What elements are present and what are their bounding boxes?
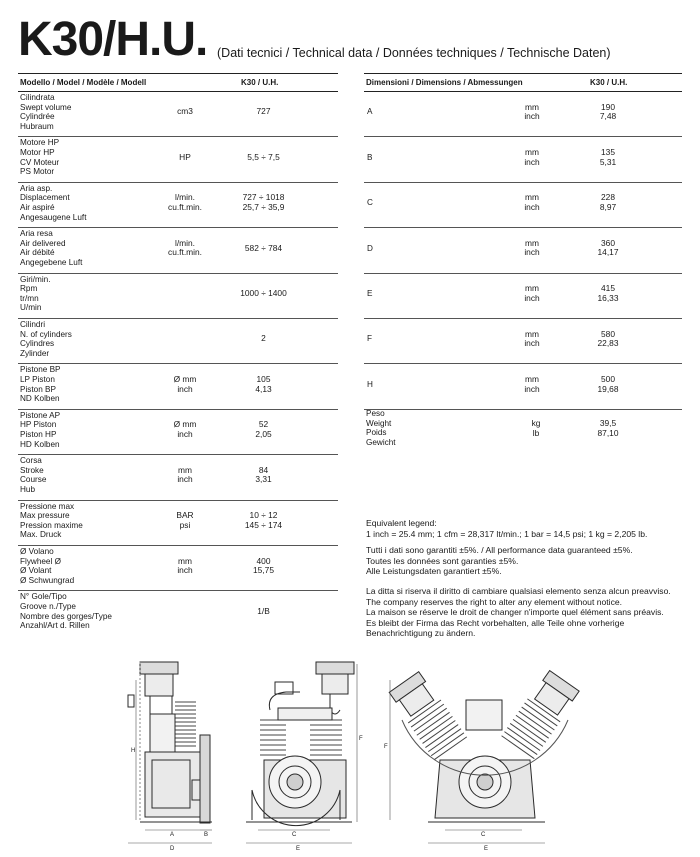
left-row-value: 1000 ÷ 1400	[240, 288, 287, 298]
angled-dim-label: C	[481, 832, 486, 838]
right-row-unit: mm inch	[524, 192, 540, 212]
left-row-unit: BAR psi	[176, 510, 194, 530]
right-header-dim: Dimensioni / Dimensions / Abmessungen	[366, 78, 523, 87]
left-row-unit: mm inch	[177, 464, 193, 485]
legend-title: Equivalent legend:	[366, 518, 437, 528]
right-row-unit: mm inch	[524, 328, 540, 349]
left-row-labels: Cilindrata Swept volume Cylindrée Hubraum	[20, 93, 72, 131]
right-row-dim: E	[367, 289, 373, 298]
right-row-unit: mm inch	[524, 237, 540, 258]
page-subtitle: (Dati tecnici / Technical data / Données techniques / Technische Daten)	[217, 46, 611, 60]
left-row-labels: Motore HP Motor HP CV Moteur PS Motor	[20, 138, 60, 177]
weight-value: 39,5 87,10	[597, 418, 619, 438]
front-view-drawing	[246, 662, 357, 843]
right-row-dim: B	[367, 152, 373, 162]
right-row-value: 135 5,31	[599, 147, 617, 167]
left-row-labels: Pressione max Max pressure Pression maxime Max. Druck	[20, 501, 83, 540]
right-row-unit: mm inch	[524, 283, 540, 303]
front-dim-label: F	[359, 736, 363, 742]
side-dim-label: H	[131, 748, 136, 754]
page-title: K30/H.U.	[18, 13, 208, 66]
left-row-value: 2	[261, 333, 266, 344]
angled-view-drawing	[388, 669, 581, 843]
right-row-dim: C	[367, 198, 373, 208]
side-view-drawing	[128, 662, 212, 843]
right-row-unit: mm inch	[524, 101, 540, 122]
left-row-labels: Pistone AP HP Piston Piston HP HD Kolben	[20, 410, 61, 449]
left-header-value: K30 / U.H.	[241, 78, 279, 87]
weight-labels: Peso Weight Poids Gewicht	[366, 409, 396, 447]
side-dim-label: A	[170, 832, 175, 838]
angled-dim-label: F	[384, 744, 388, 750]
left-row-unit: mm inch	[177, 555, 193, 576]
left-row-value: 105 4,13	[255, 374, 272, 394]
left-row-labels: N° Gole/Tipo Groove n./Type Nombre des gorges/Type Anzahl/Art d. Rillen	[20, 592, 112, 631]
legend-notice: La ditta si riserva il diritto di cambiare qualsiasi elemento senza alcun preavviso. The company reserves the right to alter any element without notice. La maison se réserve le droit de changer n'importe quel élément sans préavis. Es bleibt der Firma das Recht vorbehalten, alle Teile ohne vorherige Benachrichtigung zu ändern.	[366, 586, 671, 639]
right-row-unit: mm inch	[524, 374, 540, 394]
side-dim-label: D	[170, 846, 175, 852]
left-row-value: 84 3,31	[255, 464, 272, 485]
compressor-drawings	[0, 640, 700, 857]
left-row-labels: Aria resa Air delivered Air débité Angegebene Luft	[20, 229, 83, 267]
right-row-value: 415 16,33	[597, 283, 619, 303]
right-row-dim: D	[367, 243, 373, 253]
front-dim-label: C	[292, 832, 297, 838]
left-row-labels: Corsa Stroke Course Hub	[20, 456, 47, 494]
left-row-labels: Giri/min. Rpm tr/mn U/min	[20, 274, 51, 313]
legend-equiv: 1 inch = 25.4 mm; 1 cfm = 28,317 lt/min.; 1 bar = 14,5 psi; 1 kg = 2,205 lb.	[366, 529, 648, 539]
left-row-unit: Ø mm inch	[173, 374, 197, 394]
left-row-unit: HP	[179, 151, 191, 162]
left-row-value: 727 ÷ 1018 25,7 ÷ 35,9	[242, 192, 285, 212]
weight-unit: kg lb	[531, 418, 541, 438]
right-row-dim: H	[367, 379, 373, 389]
left-row-value: 52 2,05	[255, 419, 272, 439]
left-row-labels: Pistone BP LP Piston Piston BP ND Kolben	[20, 365, 61, 404]
legend-guarantee: Tutti i dati sono garantiti ±5%. / All performance data guaranteed ±5%. Toutes les données sont garanties ±5%. Alle Leistungsdaten garantiert ±5%.	[366, 545, 633, 577]
side-dim-label: B	[204, 832, 209, 838]
left-row-labels: Cilindri N. of cylinders Cylindres Zylinder	[20, 320, 72, 358]
right-header-value: K30 / U.H.	[590, 78, 628, 87]
right-row-value: 228 8,97	[599, 192, 617, 212]
left-row-value: 727	[256, 106, 271, 117]
left-row-value: 400 15,75	[253, 555, 274, 576]
left-row-value: 582 ÷ 784	[244, 242, 283, 253]
left-row-value: 10 ÷ 12 145 ÷ 174	[244, 510, 283, 530]
left-row-unit: cm3	[177, 106, 193, 117]
left-row-unit: Ø mm inch	[173, 419, 197, 439]
left-row-value: 1/B	[257, 605, 270, 616]
right-row-value: 580 22,83	[597, 328, 619, 349]
right-row-dim: A	[367, 107, 373, 117]
front-dim-label: E	[296, 846, 301, 852]
right-row-value: 360 14,17	[597, 237, 619, 258]
left-row-labels: Aria asp. Displacement Air aspiré Angesaugene Luft	[20, 183, 87, 222]
right-row-unit: mm inch	[524, 147, 540, 167]
right-row-dim: F	[367, 334, 373, 344]
left-row-labels: Ø Volano Flywheel Ø Ø Volant Ø Schwungrad	[20, 547, 75, 585]
left-header-model: Modello / Model / Modèle / Modell	[20, 78, 147, 87]
right-row-value: 500 19,68	[597, 374, 619, 394]
left-row-unit: l/min. cu.ft.min.	[168, 192, 202, 212]
right-row-value: 190 7,48	[599, 101, 617, 122]
angled-dim-label: E	[484, 846, 489, 852]
left-row-value: 5,5 ÷ 7,5	[247, 151, 280, 162]
left-row-unit: l/min. cu.ft.min.	[168, 237, 202, 258]
